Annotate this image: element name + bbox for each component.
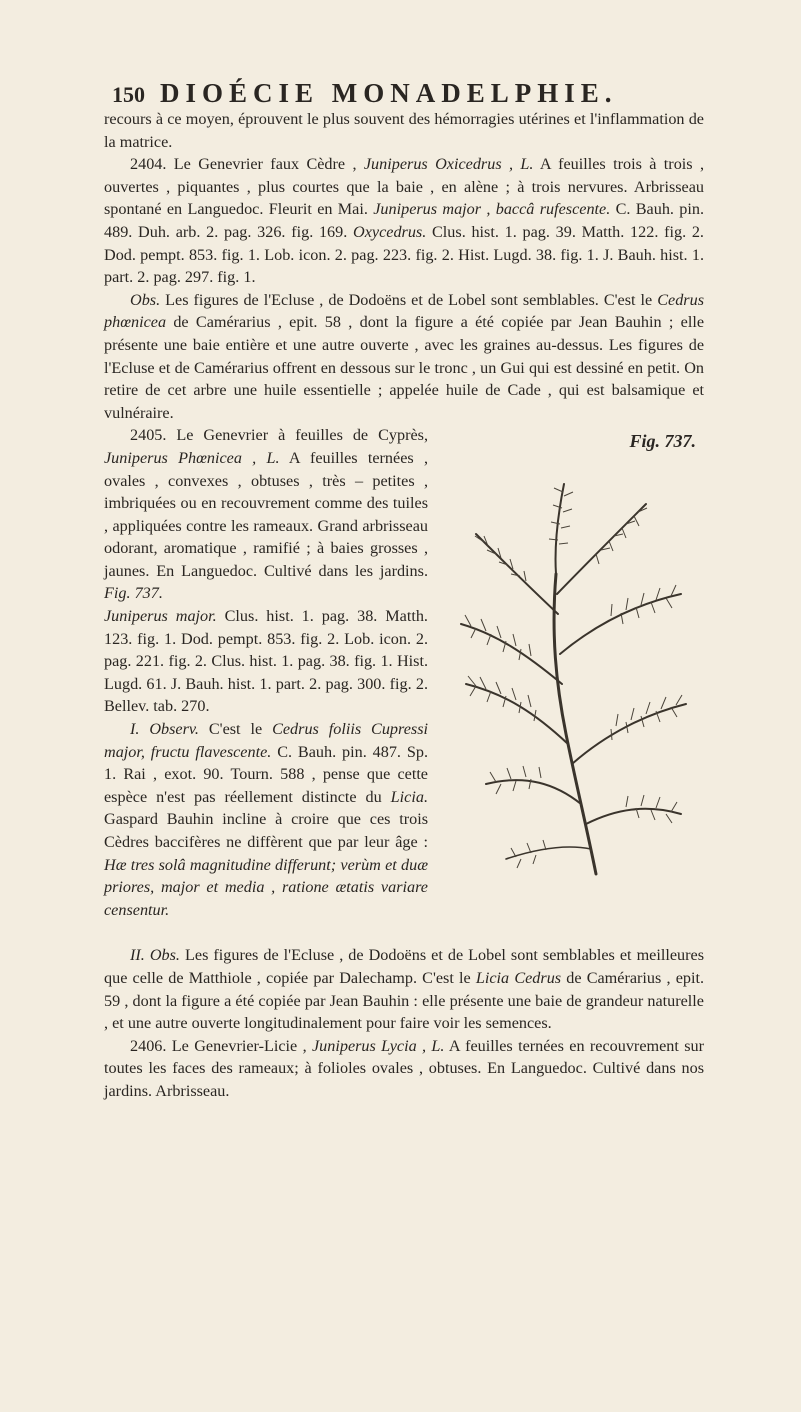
figure-737 <box>436 424 704 944</box>
book-page <box>104 78 704 1102</box>
entry-number: 2406. <box>130 1036 167 1055</box>
entry-2404: 2404. Le Genevrier faux Cèdre , Juniperus Oxicedrus , L. A feuilles trois à trois , ouvertes , piquantes , plus courtes que la baie , en alène ; à trois nervures. Arbrisseau spontané en Languedoc. Fleurit en Mai. Juniperus major , baccâ rufescente. C. Bauh. pin. 489. Duh. arb. 2. pag. 326. fig. 169. Oxycedrus. Clus. hist. 1. pag. 39. Matth. 122. fig. 2. Dod. pempt. 853. fig. 1. Lob. icon. 2. pag. 223. fig. 2. Hist. Lugd. 38. fig. 1. J. Bauh. hist. 1. part. 2. pag. 297. fig. 1. <box>104 155 705 287</box>
latin-quote: Hæ tres solâ magnitudine differunt; verùm et duæ priores, major et media , ratione ætatis variare censentur. <box>104 855 428 919</box>
entry-2405: 2405. Le Genevrier à feuilles de Cyprès, Juniperus Phœnicea , L. A feuilles ternées , ovales , convexes , obtuses , très – petites , imbriquées ou en recouvrement comme des tuiles , appliquées contre les rameaux. Grand arbrisseau odorant, aromatique , ramifié ; à baies grosses , jaunes. En Languedoc. Cultivé dans les jardins. Fig. 737. Juniperus major. Clus. hist. 1. pag. 38. Matth. 123. fig. 1. Dod. pempt. 853. fig. 2. Lob. icon. 2. pag. 221. fig. 2. Clus. hist. 1. pag. 38. fig. 1. Hist. Lugd. 61. J. Bauh. hist. 1. part. 2. pag. 300. fig. 2. Bellev. tab. 270. <box>104 426 428 716</box>
entry-number: 2405. <box>130 426 167 445</box>
figure-ref: Fig. 737. <box>104 584 163 603</box>
obs-label: II. Obs. <box>130 946 180 965</box>
juniper-branch-engraving-icon <box>446 464 696 884</box>
observation-i: I. Observ. C'est le Cedrus foliis Cupressi major, fructu flavescente. C. Bauh. pin. 487. Sp. 1. Rai , exot. 90. Tourn. 588 , pense que cette espèce n'est pas réellement distincte du Licia. Gaspard Bauhin incline à croire que ces trois Cèdres baccifères ne diffèrent que par leur âge : Hæ tres solâ magnitudine differunt; verùm et duæ priores, major et media , ratione ætatis variare censentur. <box>104 720 428 919</box>
body-text <box>104 108 704 1102</box>
observation-ii: II. Obs. Les figures de l'Ecluse , de Dodoëns et de Lobel sont semblables et meilleures que celle de Matthiole , copiée par Dalechamp. C'est le Licia Cedrus de Camérarius , epit. 59 , dont la figure a été copiée par Jean Bauhin : elle présente une baie de grandeur naturelle , et une autre ouverte longitudinalement pour faire voir les semences. <box>104 946 705 1033</box>
obs-label: Obs. <box>130 290 161 309</box>
page-number: 150 <box>112 82 145 107</box>
entry-number: 2404. <box>130 155 167 174</box>
synonym: Juniperus major. <box>104 607 217 626</box>
figure-label: Fig. 737. <box>629 431 696 452</box>
observation-2404: Obs. Les figures de l'Ecluse , de Dodoëns et de Lobel sont semblables. C'est le Cedrus phœnicea de Camérarius , epit. 58 , dont la figure a été copiée par Jean Bauhin ; elle présente une baie entière et une autre ouverte , avec les graines au-dessus. Les figures de l'Ecluse et de Camérarius offrent en dessous sur le tronc , un Gui qui est dessiné en petit. On retire de cet arbre une huile essentielle ; appelée huile de Cade , qui est balsamique et vulnéraire. <box>104 290 704 422</box>
obs-label: I. Observ. <box>130 720 199 739</box>
running-title: DIOÉCIE MONADELPHIE. <box>160 78 618 108</box>
synonym: Oxycedrus. <box>353 222 427 241</box>
figure-section <box>104 424 704 944</box>
synonym: Licia. <box>390 787 428 806</box>
synonym: Cedrus foliis Cupressi major, fructu flavescente. <box>104 720 428 761</box>
species-name: Juniperus Oxicedrus , L. <box>363 155 534 174</box>
species-name: Juniperus Lycia , L. <box>311 1036 445 1055</box>
synonym: Juniperus major , baccâ rufescente. <box>373 200 611 219</box>
entry-2406: 2406. Le Genevrier-Licie , Juniperus Lycia , L. A feuilles ternées en recouvrement sur toutes les faces des rameaux; à folioles ovales , obtuses. En Languedoc. Cultivé dans nos jardins. Arbrisseau. <box>104 1036 705 1100</box>
synonym: Cedrus phœnicea <box>104 290 704 332</box>
species-name: Juniperus Phœnicea , L. <box>104 448 280 467</box>
page-header <box>112 78 704 108</box>
synonym: Licia Cedrus <box>475 968 562 987</box>
paragraph-continuation: recours à ce moyen, éprouvent le plus souvent des hémorragies utérines et l'inflammation de la matrice. <box>104 110 704 151</box>
